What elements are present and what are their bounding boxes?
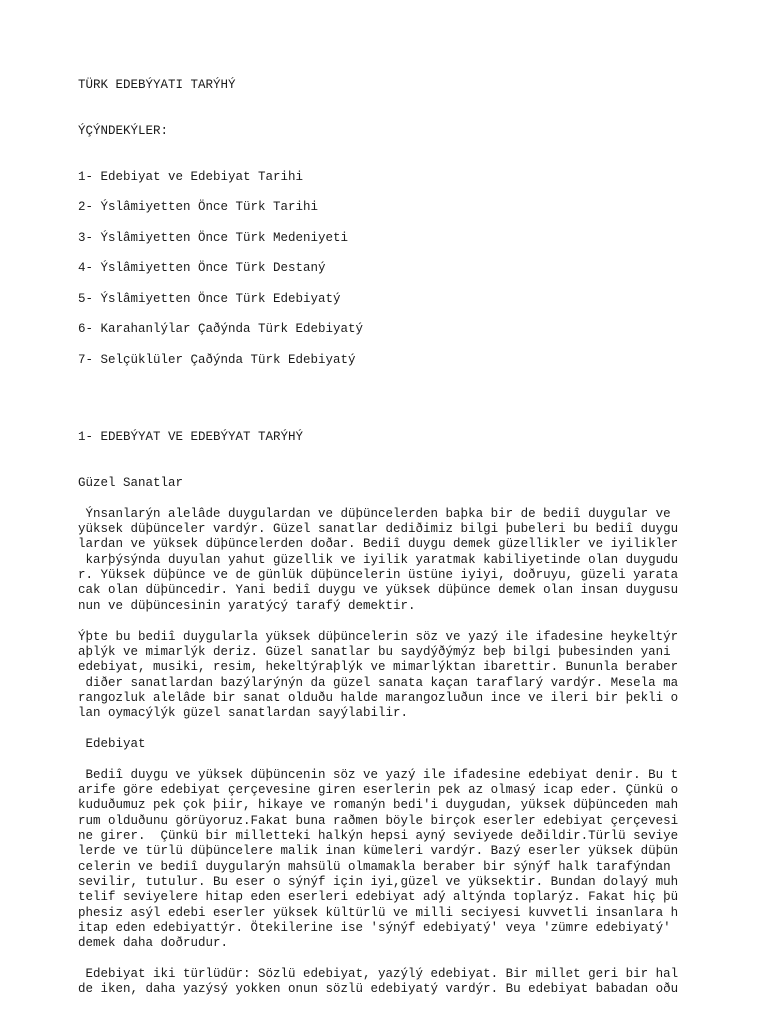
paragraph-line: de iken, daha yazýsý yokken onun sözlü edebiyatý vardýr. Bu edebiyat babadan oðu <box>78 982 679 996</box>
paragraph-line: telif seviyelere hitap eden eserleri edebiyat adý altýnda toplarýz. Fakat hiç þü <box>78 890 679 904</box>
subheading-edebiyat: Edebiyat <box>78 737 146 751</box>
paragraph-line: itap eden edebiyattýr. Ötekilerine ise 'sýnýf edebiyatý' veya 'zümre edebiyatý' <box>78 921 671 935</box>
toc-item: 1- Edebiyat ve Edebiyat Tarihi <box>78 170 304 184</box>
paragraph-line: demek daha doðrudur. <box>78 936 229 950</box>
paragraph-line: sevilir, tutulur. Bu eser o sýnýf için iyi,güzel ve yüksektir. Bundan dolayý muh <box>78 875 679 889</box>
paragraph-line: Edebiyat iki türlüdür: Sözlü edebiyat, yazýlý edebiyat. Bir millet geri bir hal <box>78 967 679 981</box>
paragraph-line: nun ve düþüncesinin yaratýcý tarafý demektir. <box>78 599 416 613</box>
toc-item: 7- Selçüklüler Çaðýnda Türk Edebiyatý <box>78 353 356 367</box>
paragraph-line: cak olan düþüncedir. Yani bediî duygu ve yüksek düþünce demek olan insan duygusu <box>78 583 679 597</box>
paragraph-line: Ýþte bu bediî duygularla yüksek düþüncelerin söz ve yazý ile ifadesine heykeltýr <box>78 630 679 644</box>
toc-item: 2- Ýslâmiyetten Önce Türk Tarihi <box>78 200 319 214</box>
paragraph-line: yüksek düþünceler vardýr. Güzel sanatlar dediðimiz bilgi þubeleri bu bediî duygu <box>78 522 679 536</box>
paragraph-line: lardan ve yüksek düþüncelerden doðar. Bediî duygu demek güzellikler ve iyilikler <box>78 537 679 551</box>
paragraph-line: diðer sanatlardan bazýlarýnýn da güzel sanata kaçan taraflarý vardýr. Mesela ma <box>78 676 679 690</box>
paragraph-line: arife göre edebiyat çerçevesine giren eserlerin pek az olmasý icap eder. Çünkü o <box>78 783 679 797</box>
paragraph-line: edebiyat, musiki, resim, hekeltýraþlýk ve mimarlýktan ibarettir. Bununla beraber <box>78 660 679 674</box>
section-heading: 1- EDEBÝYAT VE EDEBÝYAT TARÝHÝ <box>78 430 304 444</box>
paragraph-line: Bediî duygu ve yüksek düþüncenin söz ve yazý ile ifadesine edebiyat denir. Bu t <box>78 768 679 782</box>
paragraph-line: rangozluk alelâde bir sanat olduðu halde marangozluðun ince ve ileri bir þekli o <box>78 691 679 705</box>
toc-item: 5- Ýslâmiyetten Önce Türk Edebiyatý <box>78 292 341 306</box>
paragraph-line: karþýsýnda duyulan yahut güzellik ve iyilik yaratmak kabiliyetinde olan duygudu <box>78 553 679 567</box>
toc-item: 6- Karahanlýlar Çaðýnda Türk Edebiyatý <box>78 322 364 336</box>
paragraph-line: r. Yüksek düþünce ve de günlük düþüncelerin üstüne iyiyi, doðruyu, güzeli yarata <box>78 568 679 582</box>
paragraph-line: rum olduðunu görüyoruz.Fakat buna raðmen böyle birçok eserler edebiyat çerçevesi <box>78 814 679 828</box>
paragraph-line: lan oymacýlýk güzel sanatlardan sayýlabilir. <box>78 706 409 720</box>
paragraph-line: aþlýk ve mimarlýk deriz. Güzel sanatlar bu saydýðýmýz beþ bilgi þubesinden yani <box>78 645 671 659</box>
paragraph-line: kuduðumuz pek çok þiir, hikaye ve romanýn bedi'i duygudan, yüksek düþünceden mah <box>78 798 679 812</box>
document-title: TÜRK EDEBÝYATI TARÝHÝ <box>78 78 236 92</box>
paragraph-line: Ýnsanlarýn alelâde duygulardan ve düþüncelerden baþka bir de bediî duygular ve <box>78 507 671 521</box>
paragraph-line: ne girer. Çünkü bir milletteki halkýn hepsi ayný seviyede deðildir.Türlü seviye <box>78 829 679 843</box>
paragraph-line: lerde ve türlü düþüncelere malik inan kümeleri vardýr. Bazý eserler yüksek düþün <box>78 844 679 858</box>
toc-item: 4- Ýslâmiyetten Önce Türk Destaný <box>78 261 326 275</box>
paragraph-line: phesiz asýl edebi eserler yüksek kültürlü ve milli seciyesi kuvvetli insanlara h <box>78 906 679 920</box>
paragraph-line: celerin ve bediî duygularýn mahsülü olmamakla beraber bir sýnýf halk tarafýndan <box>78 860 671 874</box>
toc-heading: ÝÇÝNDEKÝLER: <box>78 124 169 138</box>
toc-item: 3- Ýslâmiyetten Önce Türk Medeniyeti <box>78 231 349 245</box>
subheading-guzel-sanatlar: Güzel Sanatlar <box>78 476 184 490</box>
